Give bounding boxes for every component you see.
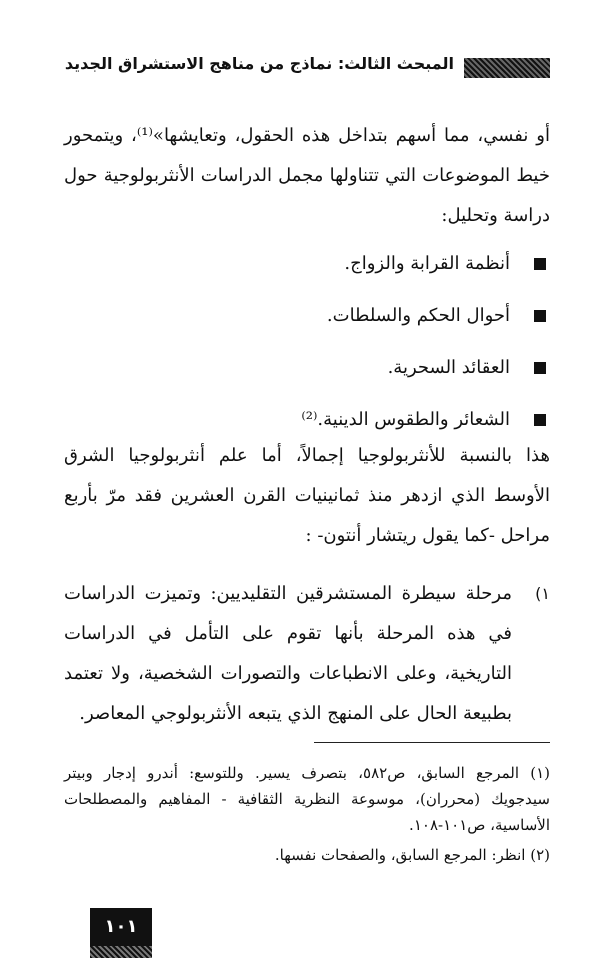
item-number: ١): [535, 584, 550, 603]
list-item: [64, 296, 550, 348]
square-bullet-icon: [534, 362, 546, 374]
topics-list: [64, 244, 550, 452]
list-item-text: الشعائر والطقوس الدينية.⁽²⁾: [301, 409, 510, 430]
list-item: [64, 348, 550, 400]
list-item-text: أحوال الحكم والسلطات.: [326, 305, 510, 326]
footnote-separator: [314, 742, 550, 743]
item-text: مرحلة سيطرة المستشرقين التقليديين: وتميزت الدراسات في هذه المرحلة بأنها تقوم على التأمل في الدراسات التاريخية، وعلى الانطباعات والتصورات الشخصية، ولا تعتمد بطبيعة الحال على المنهج الذي يتبعه الأنثربولوجي المعاصر.: [64, 583, 512, 724]
running-header: [64, 52, 550, 80]
list-item: [64, 244, 550, 296]
footnote-2: (٢) انظر: المرجع السابق، والصفحات نفسها.: [274, 846, 550, 864]
square-bullet-icon: [534, 310, 546, 322]
paragraph-middle-east: هذا بالنسبة للأنثربولوجيا إجمالاً، أما علم أنثربولوجيا الشرق الأوسط الذي ازدهر منذ ثمانينيات القرن العشرين فقد مرّ بأربع مراحل -كما يقول ريتشار أنتون- :: [64, 445, 550, 546]
list-item-text: العقائد السحرية.: [387, 357, 510, 378]
paragraph-intro: أو نفسي، مما أسهم بتداخل هذه الحقول، وتعايشها»⁽¹⁾، ويتمحور خيط الموضوعات التي تتناولها مجمل الدراسات الأنثربولوجية حول دراسة وتحليل:: [64, 125, 550, 226]
square-bullet-icon: [534, 414, 546, 426]
list-item-text: أنظمة القرابة والزواج.: [344, 253, 510, 274]
footnote-1: (١) المرجع السابق، ص٥٨٢، بتصرف يسير. وللتوسع: أندرو إدجار وبيتر سيدجويك (محرران)، موسوعة النظرية الثقافية - المفاهيم والمصطلحات الأساسية، ص١٠١-١٠٨.: [64, 764, 551, 834]
header-decorative-bar: [464, 58, 550, 78]
page-number: ١٠١: [90, 908, 152, 946]
numbered-item: [64, 574, 550, 734]
header-title: المبحث الثالث: نماذج من مناهج الاستشراق الجديد: [64, 54, 454, 73]
square-bullet-icon: [534, 258, 546, 270]
footer-decorative-bar: [90, 946, 152, 958]
